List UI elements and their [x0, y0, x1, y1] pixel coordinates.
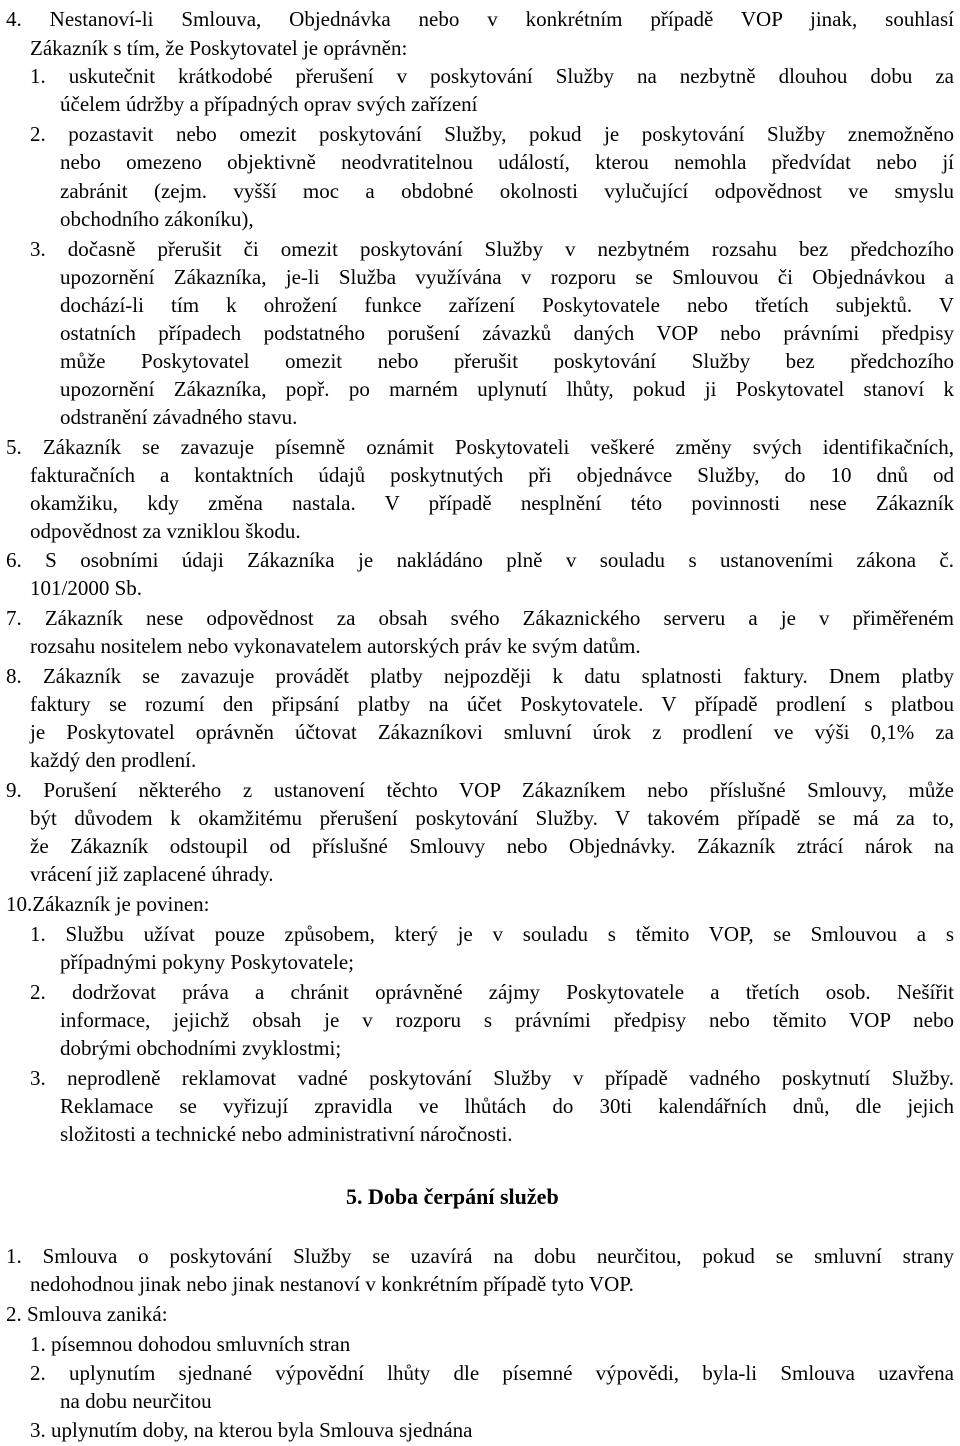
text-line: nebo omezeno objektivně neodvratitelnou událostí, kterou nemohla předvídat nebo jí: [60, 150, 954, 174]
text-line: Reklamace se vyřizují zpravidla ve lhůtách do 30ti kalendářních dnů, dle jejich: [60, 1094, 954, 1118]
text-line: může Poskytovatel omezit nebo přerušit poskytování Služby bez předchozího: [60, 349, 954, 373]
text-line: vrácení již zaplacené úhrady.: [30, 862, 274, 886]
text-line: 1. Smlouva o poskytování Služby se uzavírá na dobu neurčitou, pokud se smluvní strany: [6, 1244, 954, 1268]
text-line: 7. Zákazník nese odpovědnost za obsah svého Zákaznického serveru a je v přiměřeném: [6, 606, 954, 630]
text-line: 1. písemnou dohodou smluvních stran: [30, 1332, 351, 1356]
text-line: 3. dočasně přerušit či omezit poskytování Služby v nezbytném rozsahu bez předchozího: [30, 237, 954, 261]
text-line: účelem údržby a případných oprav svých zařízení: [60, 92, 478, 116]
text-line: okamžiku, kdy změna nastala. V případě nesplnění této povinnosti nese Zákazník: [30, 491, 954, 515]
text-line: odpovědnost za vzniklou škodu.: [30, 519, 301, 543]
text-line: 3. uplynutím doby, na kterou byla Smlouva sjednána: [30, 1418, 473, 1442]
section-heading: 5. Doba čerpání služeb: [346, 1184, 559, 1209]
text-line: 8. Zákazník se zavazuje provádět platby nejpozději k datu splatnosti faktury. Dnem platby: [6, 664, 954, 688]
text-line: 2. pozastavit nebo omezit poskytování Služby, pokud je poskytování Služby znemožněno: [30, 122, 954, 146]
text-line: 1. uskutečnit krátkodobé přerušení v poskytování Služby na nezbytně dlouhou dobu za: [30, 64, 954, 88]
text-line: je Poskytovatel oprávněn účtovat Zákazníkovi smluvní úrok z prodlení ve výši 0,1% za: [30, 720, 954, 744]
text-line: ostatních případech podstatného porušení závazků daných VOP nebo právními předpisy: [60, 321, 954, 345]
text-line: 3. neprodleně reklamovat vadné poskytování Služby v případě vadného poskytnutí Služby.: [30, 1066, 954, 1090]
text-line: dochází-li tím k ohrožení funkce zařízení Poskytovatele nebo třetích subjektů. V: [60, 293, 954, 317]
text-line: nedohodnou jinak nebo jinak nestanoví v konkrétním případě tyto VOP.: [30, 1272, 634, 1296]
text-line: obchodního zákoníku),: [60, 207, 254, 231]
text-line: Zákazník s tím, že Poskytovatel je oprávněn:: [30, 36, 408, 60]
text-line: 2. Smlouva zaniká:: [6, 1302, 168, 1326]
text-line: 2. uplynutím sjednané výpovědní lhůty dle písemné výpovědi, byla-li Smlouva uzavřena: [30, 1361, 954, 1385]
text-line: případnými pokyny Poskytovatele;: [60, 950, 354, 974]
text-line: fakturačních a kontaktních údajů poskytnutých při objednávce Služby, do 10 dnů od: [30, 463, 954, 487]
text-line: 10.Zákazník je povinen:: [6, 892, 210, 916]
text-line: 101/2000 Sb.: [30, 576, 143, 600]
text-line: 4. Nestanoví-li Smlouva, Objednávka nebo v konkrétním případě VOP jinak, souhlasí: [6, 7, 954, 31]
text-line: zabránit (zejm. vyšší moc a obdobné okolnosti vylučující odpovědnost ve smyslu: [60, 179, 954, 203]
text-line: rozsahu nositelem nebo vykonavatelem autorských práv ke svým datům.: [30, 634, 641, 658]
text-line: upozornění Zákazníka, je-li Služba využívána v rozporu se Smlouvou či Objednávkou a: [60, 265, 954, 289]
text-line: 1. Službu užívat pouze způsobem, který je v souladu s těmito VOP, se Smlouvou a s: [30, 922, 954, 946]
text-line: na dobu neurčitou: [60, 1389, 212, 1413]
text-line: upozornění Zákazníka, popř. po marném uplynutí lhůty, pokud ji Poskytovatel stanoví k: [60, 377, 954, 401]
text-line: že Zákazník odstoupil od příslušné Smlouvy nebo Objednávky. Zákazník ztrácí nárok na: [30, 834, 954, 858]
text-line: informace, jejichž obsah je v rozporu s právními předpisy nebo těmito VOP nebo: [60, 1008, 954, 1032]
text-line: dobrými obchodními zvyklostmi;: [60, 1036, 342, 1060]
text-line: 6. S osobními údaji Zákazníka je nakládáno plně v souladu s ustanoveními zákona č.: [6, 548, 954, 572]
text-line: 5. Zákazník se zavazuje písemně oznámit Poskytovateli veškeré změny svých identifikačních,: [6, 435, 954, 459]
text-line: být důvodem k okamžitému přerušení poskytování Služby. V takovém případě se má za to,: [30, 806, 954, 830]
text-line: odstranění závadného stavu.: [60, 405, 298, 429]
text-line: složitosti a technické nebo administrativní náročnosti.: [60, 1122, 513, 1146]
text-line: 2. dodržovat práva a chránit oprávněné zájmy Poskytovatele a třetích osob. Nešířit: [30, 980, 954, 1004]
text-line: 9. Porušení některého z ustanovení těchto VOP Zákazníkem nebo příslušné Smlouvy, může: [6, 778, 954, 802]
text-line: faktury se rozumí den připsání platby na účet Poskytovatele. V případě prodlení s platbou: [30, 692, 954, 716]
text-line: každý den prodlení.: [30, 748, 197, 772]
